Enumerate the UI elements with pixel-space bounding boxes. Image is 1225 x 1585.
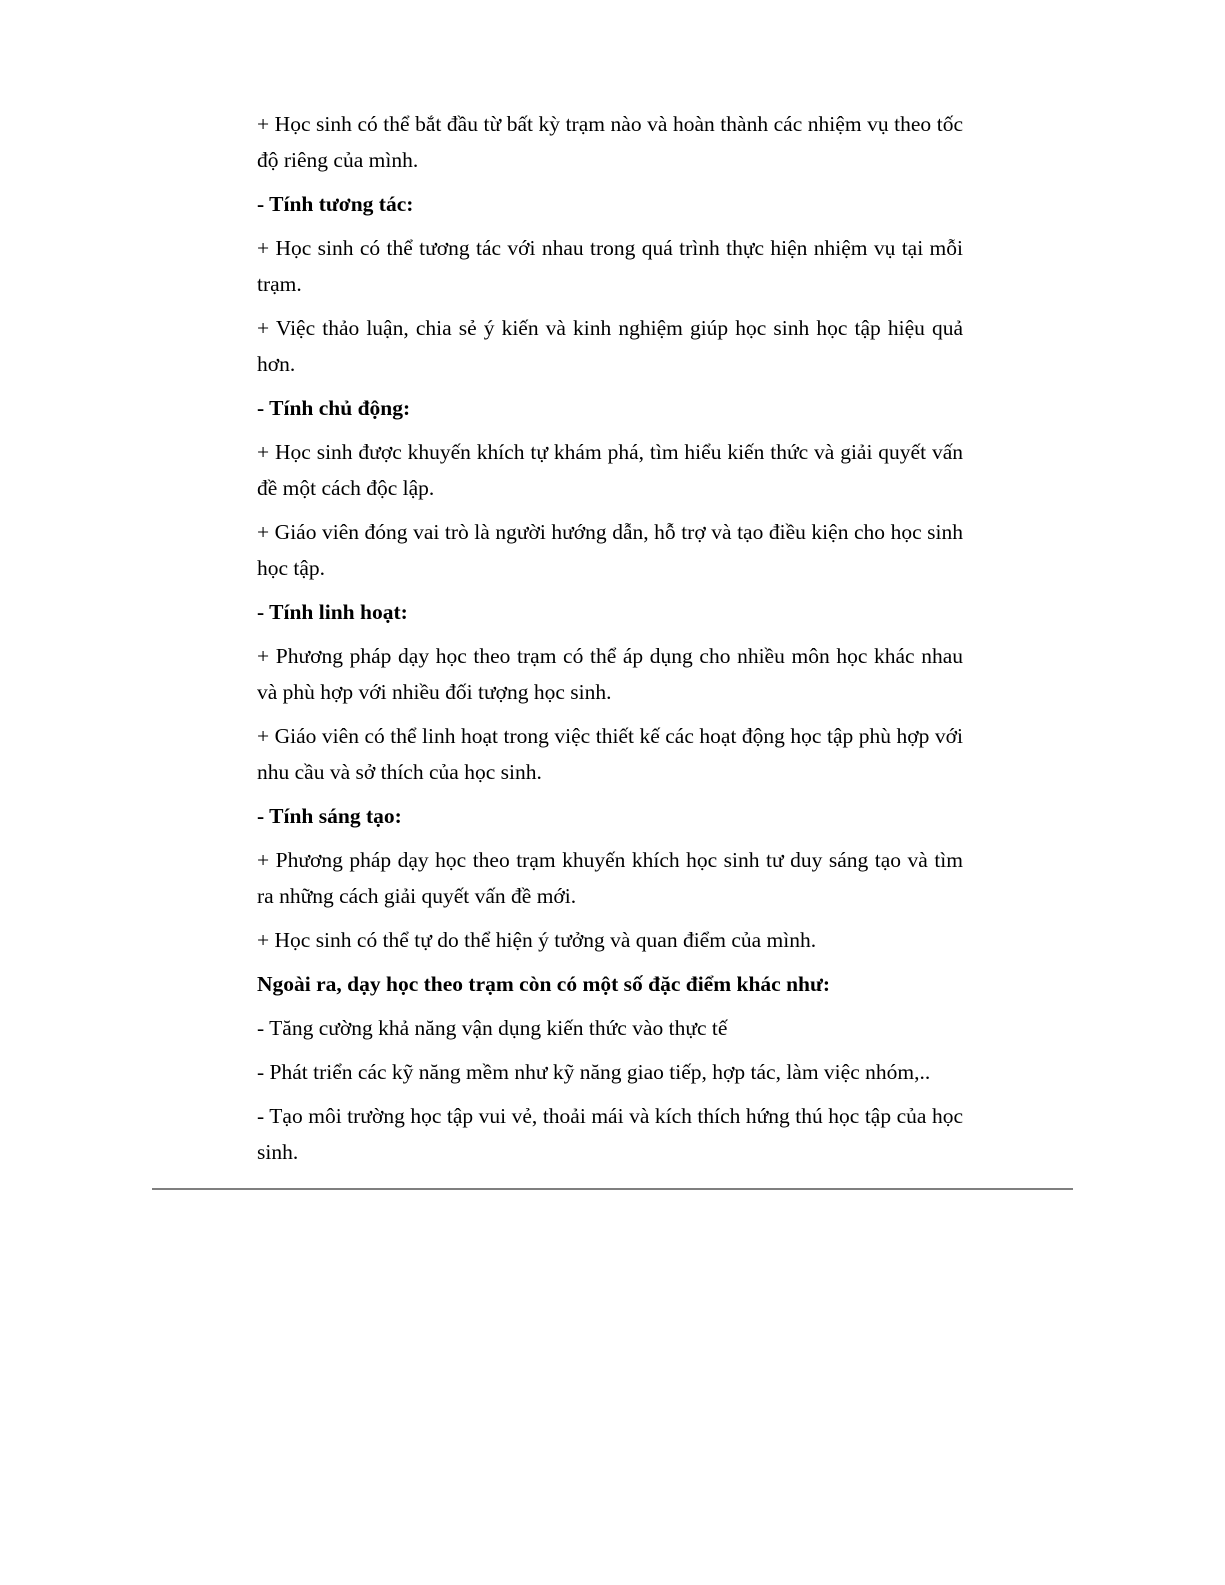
paragraph: + Phương pháp dạy học theo trạm khuyến khích học sinh tư duy sáng tạo và tìm ra những cách giải quyết vấn đề mới. (257, 848, 963, 908)
paragraph: + Học sinh được khuyến khích tự khám phá, tìm hiểu kiến thức và giải quyết vấn đề một cách độc lập. (257, 440, 963, 500)
document-body (257, 106, 963, 1178)
paragraph: + Phương pháp dạy học theo trạm có thể áp dụng cho nhiều môn học khác nhau và phù hợp với nhiều đối tượng học sinh. (257, 644, 963, 704)
section-heading: - Tính sáng tạo: (257, 804, 402, 828)
paragraph: + Giáo viên có thể linh hoạt trong việc thiết kế các hoạt động học tập phù hợp với nhu cầu và sở thích của học sinh. (257, 724, 963, 784)
section-divider (152, 1188, 1073, 1190)
paragraph: - Phát triển các kỹ năng mềm như kỹ năng giao tiếp, hợp tác, làm việc nhóm,.. (257, 1060, 931, 1084)
paragraph: + Học sinh có thể bắt đầu từ bất kỳ trạm nào và hoàn thành các nhiệm vụ theo tốc độ riêng của mình. (257, 112, 963, 172)
paragraph: - Tăng cường khả năng vận dụng kiến thức vào thực tế (257, 1016, 728, 1040)
paragraph: + Việc thảo luận, chia sẻ ý kiến và kinh nghiệm giúp học sinh học tập hiệu quả hơn. (257, 316, 963, 376)
paragraph: + Học sinh có thể tương tác với nhau trong quá trình thực hiện nhiệm vụ tại mỗi trạm. (257, 236, 963, 296)
paragraph: + Giáo viên đóng vai trò là người hướng dẫn, hỗ trợ và tạo điều kiện cho học sinh học tập. (257, 520, 963, 580)
section-heading: - Tính tương tác: (257, 192, 414, 216)
paragraph: + Học sinh có thể tự do thể hiện ý tưởng và quan điểm của mình. (257, 928, 817, 952)
section-heading: - Tính linh hoạt: (257, 600, 408, 624)
section-heading: - Tính chủ động: (257, 396, 411, 420)
paragraph: - Tạo môi trường học tập vui vẻ, thoải mái và kích thích hứng thú học tập của học sinh. (257, 1104, 963, 1164)
section-heading: Ngoài ra, dạy học theo trạm còn có một số đặc điểm khác như: (257, 972, 831, 996)
